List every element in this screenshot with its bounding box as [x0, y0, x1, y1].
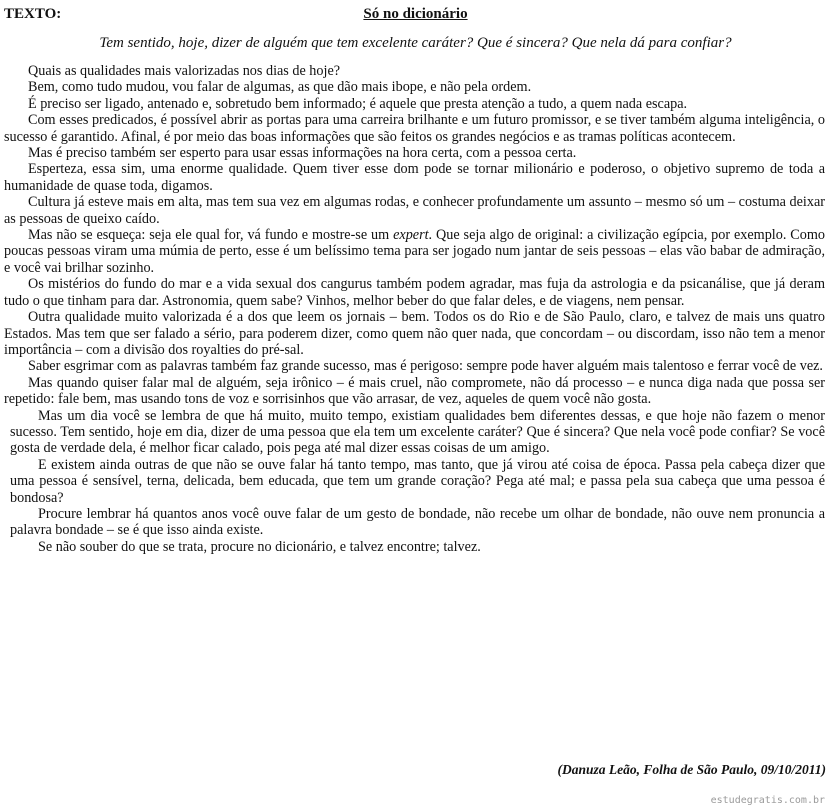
paragraph: É preciso ser ligado, antenado e, sobretudo bem informado; é aquele que presta atenção a tudo, a quem nada escapa.	[28, 95, 688, 112]
paragraph: Saber esgrimar com as palavras também faz grande sucesso, mas é perigoso: sempre pode haver alguém mais talentoso e ferrar você de vez.	[28, 358, 823, 375]
watermark: estudegratis.com.br	[710, 795, 825, 806]
paragraph: Procure lembrar há quantos anos você ouve falar de um gesto de bondade, não recebe um olhar de bondade, não ouve nem pronuncia a palavra bondade – se é que isso ainda existe.	[10, 505, 825, 539]
text-label: TEXTO:	[4, 6, 62, 22]
paragraph: Esperteza, essa sim, uma enorme qualidade. Quem tiver esse dom pode se tornar milionário e poderoso, o objetivo supremo de toda a humanidade de quase toda, digamos.	[4, 161, 825, 194]
paragraph: Os mistérios do fundo do mar e a vida sexual dos cangurus também podem agradar, mas fuja da astrologia e da psicanálise, que já deram tudo o que tinham para dar. Astronomia, quem sabe? Vinhos, melhor beber do que falar deles, e de viagens, nem pensar.	[4, 276, 825, 309]
paragraph: Mas é preciso também ser esperto para usar essas informações na hora certa, com a pessoa certa.	[28, 145, 577, 162]
paragraph: Quais as qualidades mais valorizadas nos dias de hoje?	[28, 63, 341, 79]
document-title: Só no dicionário	[363, 6, 468, 22]
paragraph	[4, 227, 825, 276]
paragraph: Com esses predicados, é possível abrir as portas para uma carreira brilhante e um futuro promissor, e se tiver também alguma inteligência, o sucesso é garantido. Afinal, é por meio das boas informações que são feitos os grandes negócios e as tramas políticas acontecem.	[4, 112, 825, 145]
article-body	[4, 63, 825, 555]
paragraph: Outra qualidade muito valorizada é a dos que leem os jornais – bem. Todos os do Rio e de São Paulo, claro, e talvez de mais uns quatro Estados. Mas tem que ser falado a sério, para poderem dizer, como quem não quer nada, que concordam – ou discordam, isso não tem a menor importância – com a divisão dos royalties do pré-sal.	[4, 309, 825, 358]
document-subtitle: Tem sentido, hoje, dizer de alguém que tem excelente caráter? Que é sincera? Que nela dá para confiar?	[99, 35, 732, 51]
paragraph-text: . Que seja algo de original: a civilização egípcia, por exemplo. Como poucas pessoas viram uma múmia de perto, esse é um belíssimo tema para ser jogado num jantar de seis pessoas – elas vão babar de admiração, e você vai brilhar sozinho.	[4, 227, 825, 276]
paragraph: Mas quando quiser falar mal de alguém, seja irônico – é mais cruel, não compromete, não dá processo – e nunca diga nada que possa ser repetido: fale bem, mas usando tons de voz e sorrisinhos que vão arrasar, de vez, aqueles de quem você não gosta.	[4, 374, 825, 408]
paragraph-text: Mas não se esqueça: seja ele qual for, vá fundo e mostre-se um	[28, 227, 394, 244]
paragraph: Mas um dia você se lembra de que há muito, muito tempo, existiam qualidades bem diferentes dessas, e que hoje não fazem o menor sucesso. Tem sentido, hoje em dia, dizer de uma pessoa que ela tem um excelente caráter? Que é sincera? Que nela você pode confiar? Se você gosta de verdade dela, é melhor ficar calado, pois pega até mal dizer essas coisas de um amigo.	[10, 407, 825, 457]
paragraph: Cultura já esteve mais em alta, mas tem sua vez em algumas rodas, e conhecer profundamente um assunto – mesmo só um – costuma deixar as pessoas de queixo caído.	[4, 194, 825, 227]
paragraph: Se não souber do que se trata, procure no dicionário, e talvez encontre; talvez.	[38, 538, 481, 555]
paragraph: E existem ainda outras de que não se ouve falar há tanto tempo, mas tanto, que já virou até coisa de época. Passa pela cabeça dizer que uma pessoa é sensível, terna, delicada, bem educada, que tem um grande coração? Pega até mal; e passa pela sua cabeça que uma pessoa é bondosa?	[10, 456, 825, 506]
source-citation: (Danuza Leão, Folha de São Paulo, 09/10/2011)	[557, 762, 826, 777]
document-header	[4, 6, 827, 26]
paragraph: Bem, como tudo mudou, vou falar de algumas, as que dão mais ibope, e não pela ordem.	[28, 79, 532, 96]
emphasis-word: expert	[393, 227, 429, 244]
